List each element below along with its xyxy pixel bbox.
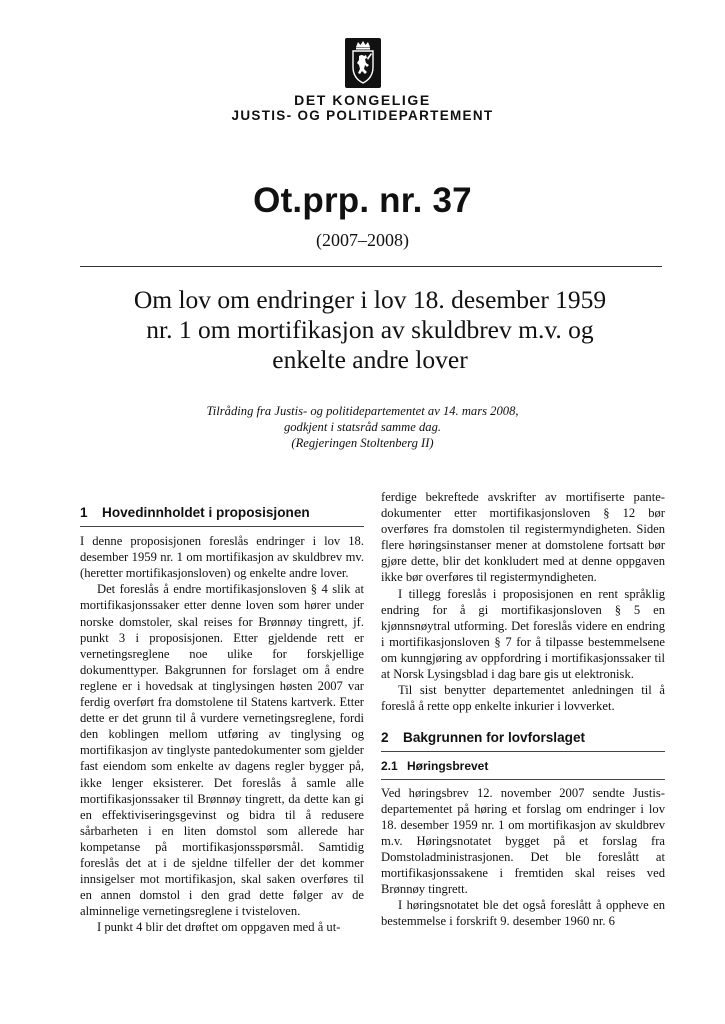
body-paragraph: I punkt 4 blir det drøftet om oppgaven med å ut- <box>97 920 341 935</box>
right-column <box>381 489 665 929</box>
body-paragraph: I denne proposisjonen foreslås endringer i lov 18. desember 1959 nr. 1 om mortifikasjon av skuldbrev mv. (heretter mortifikasjonsloven) og enkelte andre lover. <box>80 534 364 581</box>
coat-of-arms-emblem <box>345 38 381 88</box>
subsection-heading <box>381 758 665 779</box>
department-name-line1: DET KONGELIGE <box>294 92 431 108</box>
subsection-title: Høringsbrevet <box>407 759 489 774</box>
document-title: Ot.prp. nr. 37 <box>253 181 472 220</box>
norwegian-coat-of-arms-icon <box>345 38 381 88</box>
main-title-line: enkelte andre lover <box>272 345 468 374</box>
body-paragraph: I tillegg foreslås i proposisjonen en rent språklig endring for å gi mortifikasjonsloven § 5 en kjønnsnøytral utforming. Det foreslås videre en endring i mortifikasjonsloven § 7 for å tilpasse bestemmelsene om kunngjøring av oppfordring i mortifikasjonssaker til at Norsk Lysingsblad i dag bare gis ut elektronisk. <box>381 586 665 682</box>
department-name-line2: JUSTIS- OG POLITIDEPARTEMENT <box>231 108 494 123</box>
body-paragraph: Det foreslås å endre mortifikasjonsloven § 4 slik at mortifikasjonssaker etter denne loven som hører under norske domstoler, skal reises for Brønnøy tingrett, jf. punkt 3 i proposisjonen. Etter gjeldende rett er vernetingsreglene noe ulike for forskjellige dokumenttyper. Bakgrunnen for forslaget om å endre reglene er i hovedsak at tinglysingen høsten 2007 var ferdig overført fra domstolene til Statens kartverk. Etter dette er det grunn til å vurdere vernetingsreglene, fordi den koblingen mellom utføring av tinglysing og mortifikasjon av tinglyste pantedokumenter som gjelder fast eiendom som enkelte av dagens regler bygger på, ikke lenger eksisterer. Det foreslås å samle alle mortifikasjonssaker til Brønnøy tingrett, da dette kan gi en effektiviseringsgevinst og bidra til å redusere sårbarheten i en liten domstol som allerede har kompetanse på mortifikasjonsspørsmål. Samtidig foreslås det at i de sjeldne tilfeller der det kommer innsigelser mot mortifikasjon, skal saken overføres til en annen domstol i den grad dette følger av de alminnelige vernetingsreglene i tvisteloven. <box>80 582 364 919</box>
section-heading <box>80 505 364 527</box>
section-heading <box>381 730 665 752</box>
subsection-number: 2.1 <box>381 759 398 774</box>
approval-line: Tilråding fra Justis- og politidepartementet av 14. mars 2008, <box>206 404 519 418</box>
approval-note <box>0 403 725 451</box>
body-paragraph: I høringsnotatet ble det også foreslått å oppheve en bestemmelse i forskrift 9. desember 1960 nr. 6 <box>381 898 665 929</box>
section-title: Hovedinnholdet i proposisjonen <box>102 505 310 520</box>
left-column <box>80 505 364 935</box>
section-number: 2 <box>381 730 389 746</box>
body-paragraph: ferdige bekreftede avskrifter av mortifiserte pantedokumenter etter mortifikasjonsloven § 12 bør overføres fra domstolen til registermyndigheten. Siden flere høringsinstanser mener at domstolene fortsatt bør gjøre dette, blir det konkludert med at denne oppgaven ikke bør overføres til registermyndigheten. <box>381 490 665 585</box>
main-title-line: Om lov om endringer i lov 18. desember 1959 <box>133 285 607 314</box>
approval-line: godkjent i statsråd samme dag. <box>283 420 442 434</box>
body-paragraph: Ved høringsbrev 12. november 2007 sendte Justisdepartementet på høring et forslag om endringer i lov 18. desember 1959 nr. 1 om mortifikasjon av skuldbrev m.v. Høringsnotatet bygget på et forslag fra Domstoladministrasjonen. Det ble foreslått at mortifikasjonssakene i fremtiden skal reises ved Brønnøy tingrett. <box>381 785 665 897</box>
title-divider <box>80 266 662 267</box>
section-title: Bakgrunnen for lovforslaget <box>403 730 586 746</box>
document-session: (2007–2008) <box>316 230 409 250</box>
main-title-line: nr. 1 om mortifikasjon av skuldbrev m.v. og <box>146 315 594 344</box>
approval-line: (Regjeringen Stoltenberg II) <box>291 436 434 450</box>
main-title <box>60 285 680 375</box>
section-number: 1 <box>80 505 88 520</box>
body-paragraph: Til sist benytter departementet anledningen til å foreslå å rette opp enkelte inkurier i lovverket. <box>381 683 665 714</box>
